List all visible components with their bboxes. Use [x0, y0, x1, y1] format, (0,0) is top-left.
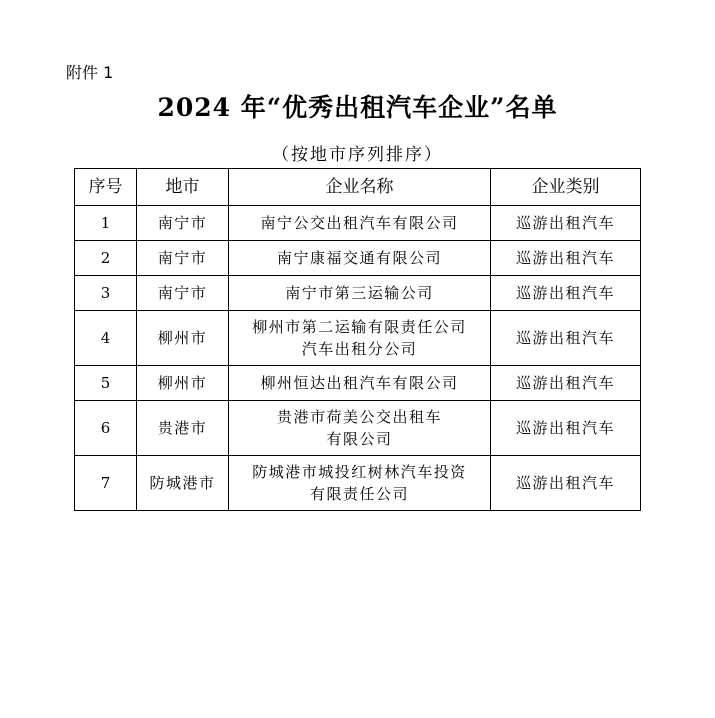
attachment-label: 附件 1	[66, 63, 114, 82]
row-number: 3	[75, 276, 137, 311]
row-number: 5	[75, 366, 137, 401]
row-category: 巡游出租汽车	[491, 366, 641, 401]
row-number: 6	[75, 401, 137, 456]
table-row	[75, 456, 641, 511]
company-name-line: 南宁康福交通有限公司	[276, 249, 442, 267]
company-name-line: 贵港市荷美公交出租车	[276, 408, 442, 426]
row-company-name	[229, 206, 491, 241]
table-row	[75, 366, 641, 401]
company-list-table	[74, 168, 641, 511]
row-category: 巡游出租汽车	[491, 456, 641, 511]
company-name-line: 有限公司	[326, 430, 393, 448]
table-header-row	[75, 169, 641, 206]
table-row	[75, 241, 641, 276]
row-company-name	[229, 311, 491, 366]
table-row	[75, 276, 641, 311]
company-name-line: 柳州恒达出租汽车有限公司	[260, 374, 459, 392]
row-number: 4	[75, 311, 137, 366]
row-company-name	[229, 366, 491, 401]
header-number: 序号	[75, 169, 137, 206]
row-company-name	[229, 276, 491, 311]
table-row	[75, 206, 641, 241]
row-category: 巡游出租汽车	[491, 401, 641, 456]
row-category: 巡游出租汽车	[491, 206, 641, 241]
row-company-name	[229, 456, 491, 511]
row-city: 南宁市	[137, 206, 229, 241]
row-city: 贵港市	[137, 401, 229, 456]
document-subtitle: （按地市序列排序）	[272, 145, 443, 165]
row-category: 巡游出租汽车	[491, 311, 641, 366]
row-category: 巡游出租汽车	[491, 241, 641, 276]
company-name-line: 南宁公交出租汽车有限公司	[260, 214, 459, 232]
row-city: 防城港市	[137, 456, 229, 511]
row-number: 7	[75, 456, 137, 511]
row-city: 柳州市	[137, 311, 229, 366]
company-name-line: 汽车出租分公司	[301, 340, 418, 358]
document-title: 2024 年“优秀出租汽车企业”名单	[157, 93, 558, 122]
row-number: 1	[75, 206, 137, 241]
row-company-name	[229, 401, 491, 456]
company-name-line: 柳州市第二运输有限责任公司	[252, 318, 467, 336]
row-city: 南宁市	[137, 276, 229, 311]
header-company-name: 企业名称	[229, 169, 491, 206]
row-company-name	[229, 241, 491, 276]
company-name-line: 有限责任公司	[309, 485, 409, 503]
company-name-line: 南宁市第三运输公司	[285, 284, 434, 302]
company-name-line: 防城港市城投红树林汽车投资	[252, 463, 467, 481]
row-category: 巡游出租汽车	[491, 276, 641, 311]
row-city: 柳州市	[137, 366, 229, 401]
table-row	[75, 311, 641, 366]
row-city: 南宁市	[137, 241, 229, 276]
header-company-category: 企业类别	[491, 169, 641, 206]
table-row	[75, 401, 641, 456]
row-number: 2	[75, 241, 137, 276]
header-city: 地市	[137, 169, 229, 206]
